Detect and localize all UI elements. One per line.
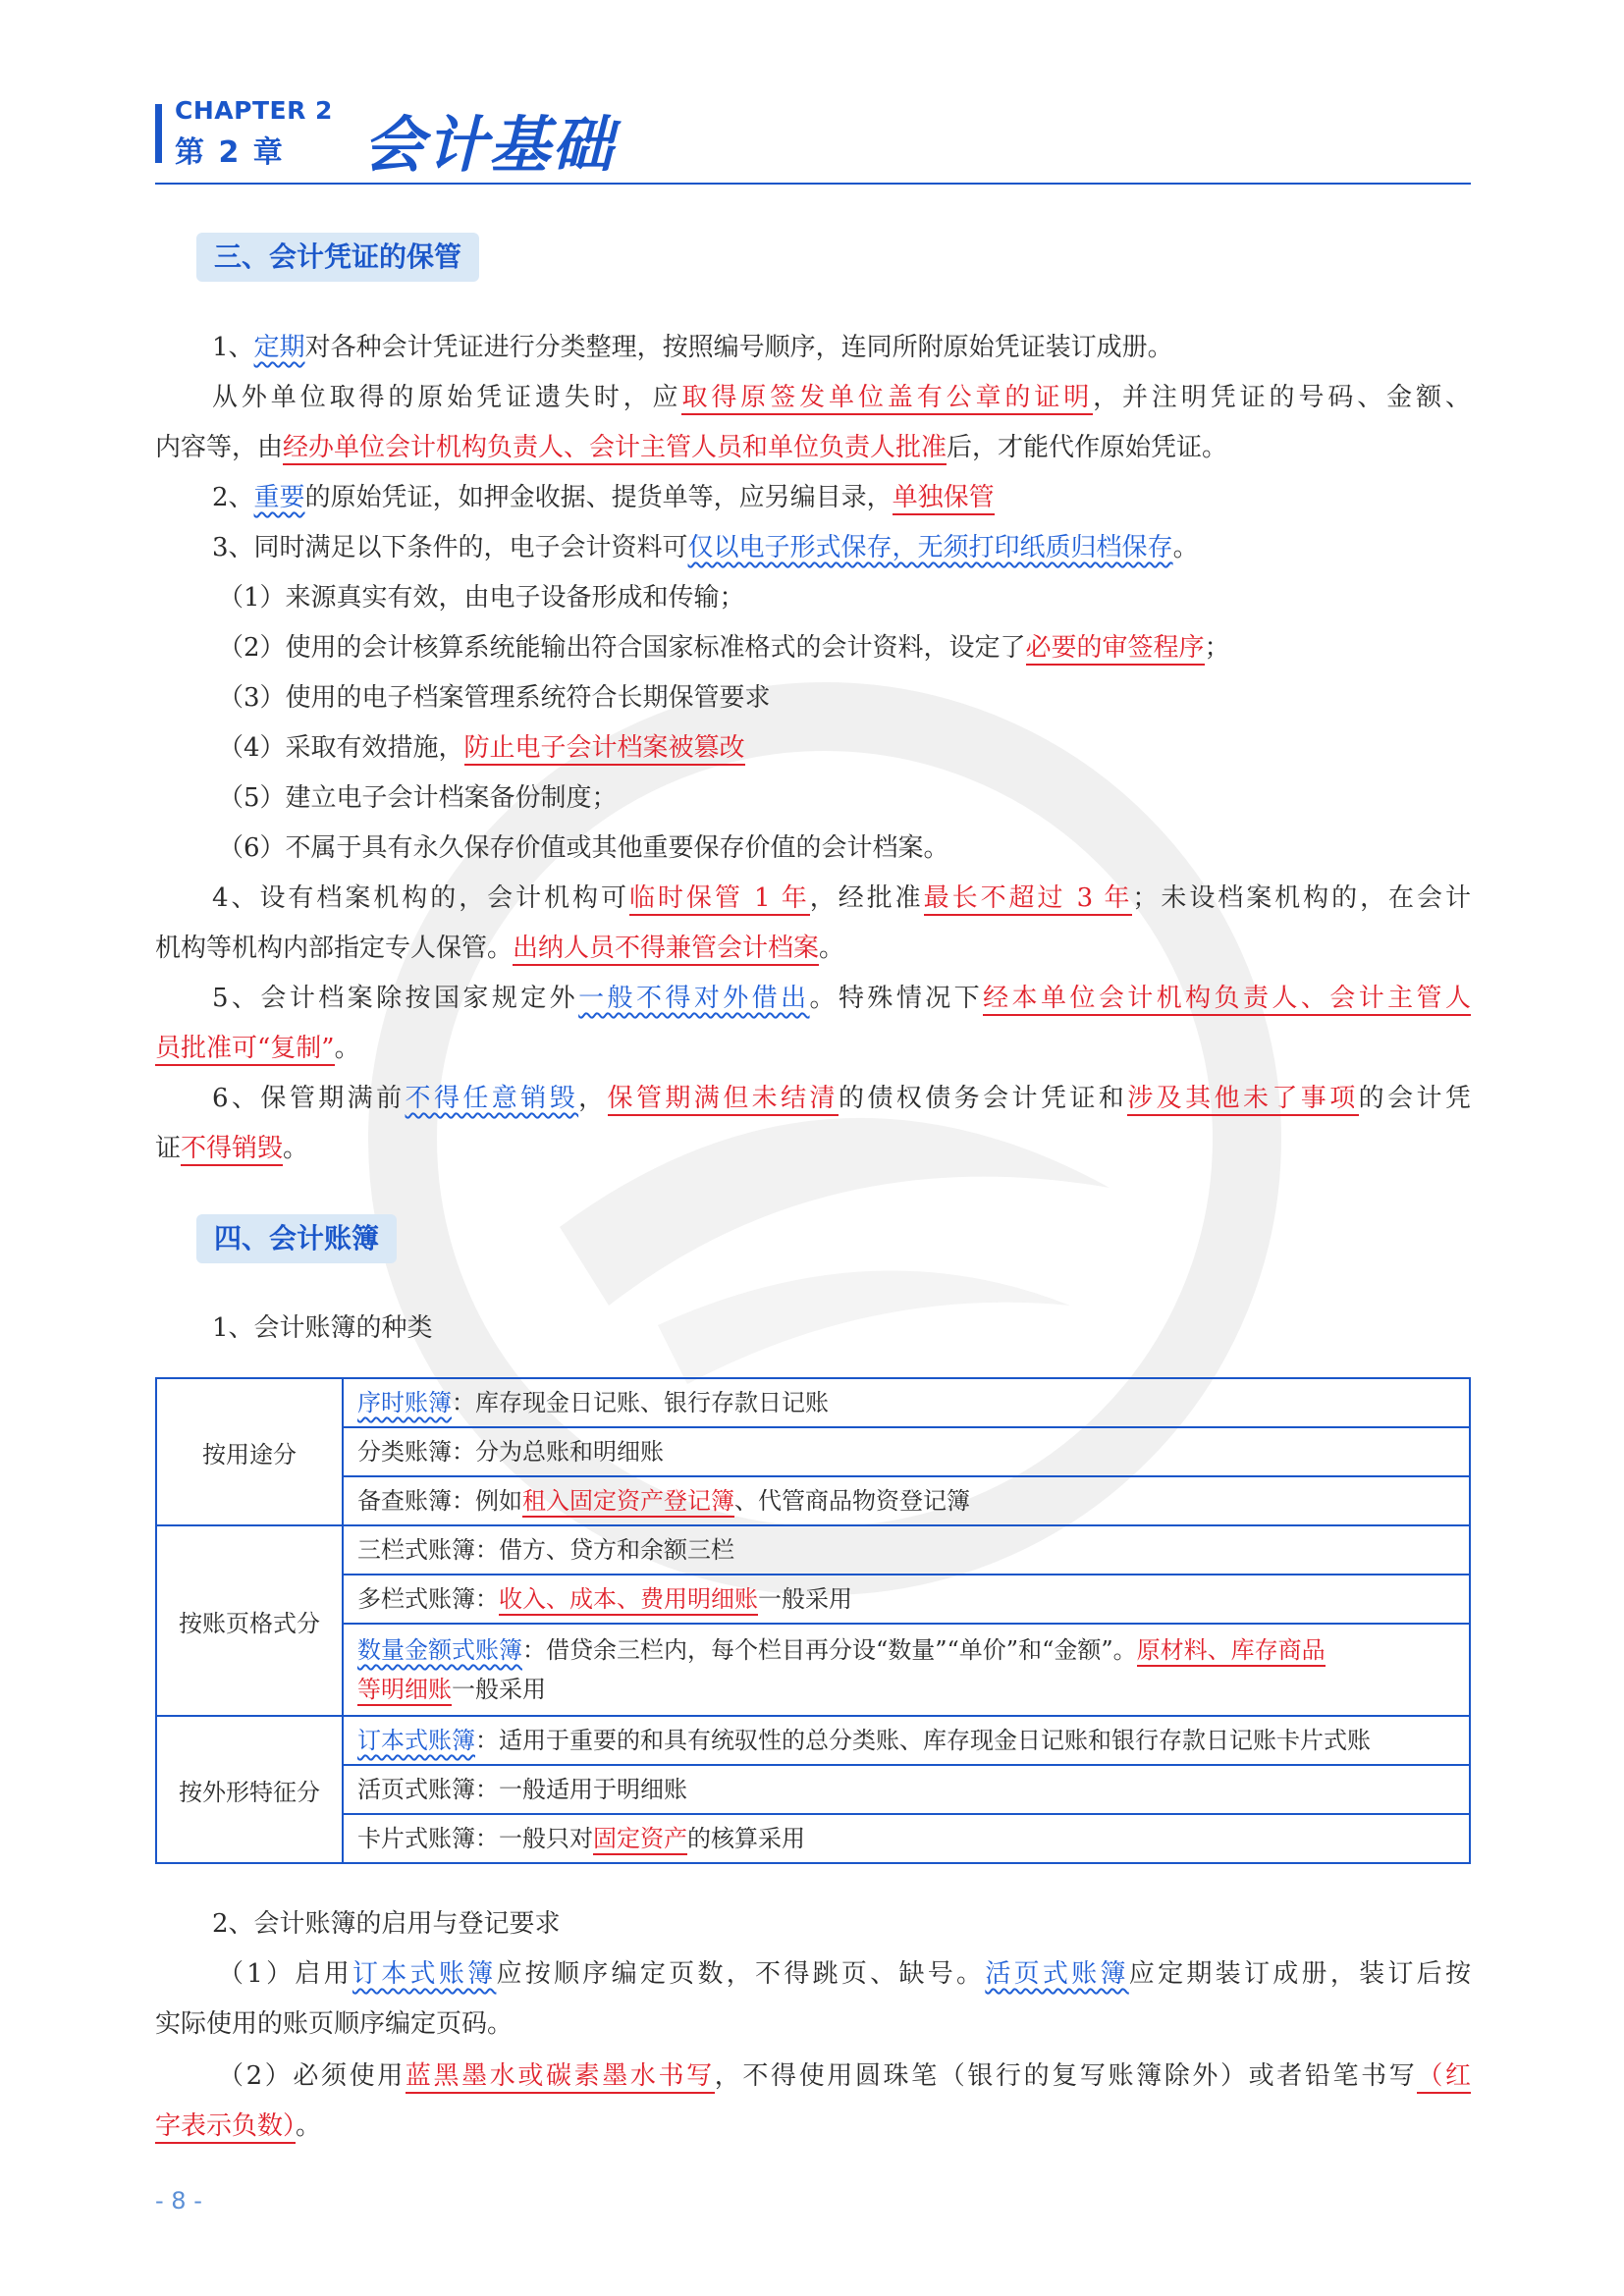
key-term: 涉及其他未了事项 [1127, 1084, 1358, 1116]
condition-1: （1）来源真实有效，由电子设备形成和传输； [218, 583, 745, 613]
paragraph-2 [212, 478, 1471, 517]
paragraph-5b [155, 1029, 1471, 1068]
text: ：适用于重要的和具有统驭性的总分类账、库存现金日记账和银行存款日记账卡片式账 [475, 1727, 1371, 1754]
text: ，不得使用圆珠笔（银行的复写账簿除外）或者铅笔书写 [714, 2061, 1418, 2091]
text: （4）采取有效措施， [218, 733, 464, 763]
condition-5: （5）建立电子会计档案备份制度； [218, 783, 618, 813]
key-term: 单独保管 [893, 483, 995, 515]
chapter-label-en: CHAPTER 2 [175, 96, 333, 125]
table-cell [343, 1575, 1470, 1624]
text: 机构等机构内部指定专人保管。 [155, 934, 514, 963]
table-row [156, 1575, 1470, 1624]
key-term: 数量金额式账簿 [357, 1636, 522, 1664]
text: 应按顺序编定页数，不得跳页、缺号。 [496, 1959, 986, 1989]
paragraph-6b [155, 1129, 1471, 1168]
text: ；未设档案机构的，在会计 [1132, 883, 1471, 913]
section-title-3: 三、会计凭证的保管 [196, 233, 479, 282]
condition-2 [218, 628, 1471, 667]
paragraph-5 [212, 979, 1471, 1018]
key-term: 防止电子会计档案被篡改 [464, 733, 745, 766]
table-row [156, 1814, 1470, 1863]
table-row [156, 1525, 1470, 1575]
key-term: 经本单位会计机构负责人、会计主管人 [983, 984, 1471, 1016]
text: 内容等，由 [155, 433, 284, 462]
text: 4、设有档案机构的，会计机构可 [212, 883, 629, 913]
key-term: 原材料、库存商品 [1137, 1636, 1326, 1667]
key-term: 字表示负数） [155, 2111, 296, 2144]
condition-3: （3）使用的电子档案管理系统符合长期保管要求 [218, 683, 771, 713]
table-row [156, 1624, 1470, 1716]
text: 、代管商品物资登记簿 [734, 1487, 970, 1515]
paragraph-1c [155, 428, 1471, 467]
ledger-types-table [155, 1377, 1471, 1864]
key-term: 不得任意销毁 [405, 1084, 579, 1113]
text: 。特殊情况下 [809, 984, 984, 1013]
key-term: 临时保管 1 年 [629, 883, 810, 916]
table-row [156, 1716, 1470, 1765]
table-row [156, 1427, 1470, 1476]
text: 一般采用 [452, 1676, 546, 1703]
section-title-4: 四、会计账簿 [196, 1214, 397, 1263]
header-rule [155, 183, 1471, 185]
table-row [156, 1765, 1470, 1814]
text: 。 [1172, 533, 1199, 562]
text: 后，才能代作原始凭证。 [947, 433, 1228, 462]
requirement-2 [218, 2056, 1471, 2096]
text: 。 [334, 1034, 360, 1063]
key-term: 租入固定资产登记簿 [522, 1487, 734, 1518]
key-term: 等明细账 [357, 1676, 452, 1706]
text: ， [578, 1084, 608, 1113]
key-term: 不得销毁 [181, 1134, 283, 1166]
text: 3、同时满足以下条件的，电子会计资料可 [212, 533, 688, 562]
page-number: - 8 - [155, 2187, 202, 2215]
key-term: 重要 [253, 483, 305, 512]
key-term: 订本式账簿 [352, 1959, 497, 1989]
paragraph-1b [212, 378, 1471, 417]
table-cell: 三栏式账簿：借方、贷方和余额三栏 [343, 1525, 1470, 1575]
key-term: 仅以电子形式保存，无须打印纸质归档保存 [687, 533, 1173, 562]
key-term: 员批准可“复制” [155, 1034, 335, 1066]
table-cell [343, 1624, 1470, 1716]
condition-6: （6）不属于具有永久保存价值或其他重要保存价值的会计档案。 [218, 833, 949, 863]
chapter-title: 会计基础 [363, 109, 616, 181]
table-cell [343, 1378, 1470, 1427]
table-group-format: 按账页格式分 [156, 1525, 343, 1716]
table-cell: 活页式账簿：一般适用于明细账 [343, 1765, 1470, 1814]
chapter-header [155, 96, 1471, 185]
text: 的原始凭证，如押金收据、提货单等，应另编目录， [304, 483, 893, 512]
text: （1）启用 [218, 1959, 352, 1989]
key-term: 经办单位会计机构负责人、会计主管人员和单位负责人批准 [283, 433, 947, 465]
text: ，经批准 [809, 883, 924, 913]
text: 应定期装订成册，装订后按 [1128, 1959, 1471, 1989]
text: 对各种会计凭证进行分类整理，按照编号顺序，连同所附原始凭证装订成册。 [304, 333, 1173, 362]
key-term: 收入、成本、费用明细账 [499, 1585, 758, 1616]
paragraph-6 [212, 1079, 1471, 1118]
text: （2）使用的会计核算系统能输出符合国家标准格式的会计资料，设定了 [218, 633, 1026, 663]
text: ，并注明凭证的号码、金额、 [1093, 383, 1471, 412]
text: ； [1204, 633, 1230, 663]
text: 卡片式账簿：一般只对 [357, 1825, 593, 1852]
key-term: 保管期满但未结清 [608, 1084, 839, 1116]
text: 证 [155, 1134, 182, 1163]
text: 5、会计档案除按国家规定外 [212, 984, 579, 1013]
table-cell [343, 1814, 1470, 1863]
key-term: 活页式账簿 [985, 1959, 1129, 1989]
key-term: 最长不超过 3 年 [924, 883, 1133, 916]
key-term: 一般不得对外借出 [578, 984, 810, 1013]
text: ：借贷余三栏内，每个栏目再分设“数量”“单价”和“金额”。 [522, 1636, 1137, 1664]
chapter-label-cn: 第 2 章 [175, 135, 285, 170]
key-term: 固定资产 [593, 1825, 687, 1855]
table-cell [343, 1716, 1470, 1765]
paragraph-4b [155, 929, 1471, 968]
text: ：库存现金日记账、银行存款日记账 [452, 1389, 829, 1416]
paragraph-3 [212, 528, 1471, 567]
key-term: （红 [1417, 2061, 1471, 2094]
text: 。 [296, 2111, 322, 2141]
subheading-1: 1、会计账簿的种类 [212, 1313, 433, 1343]
key-term: 取得原签发单位盖有公章的证明 [681, 383, 1093, 415]
text: 2、 [212, 483, 254, 512]
table-group-usage: 按用途分 [156, 1378, 343, 1525]
text: 。 [283, 1134, 309, 1163]
text: 从外单位取得的原始凭证遗失时，应 [212, 383, 682, 412]
paragraph-4 [212, 879, 1471, 918]
text: 。 [819, 934, 845, 963]
text: 备查账簿：例如 [357, 1487, 522, 1515]
requirement-2b [155, 2107, 1471, 2146]
key-term: 必要的审签程序 [1026, 633, 1205, 666]
key-term: 蓝黑墨水或碳素墨水书写 [406, 2061, 715, 2094]
subheading-2: 2、会计账簿的启用与登记要求 [212, 1909, 561, 1939]
text: 的债权债务会计凭证和 [838, 1084, 1128, 1113]
requirement-1 [218, 1954, 1471, 1994]
text: 一般采用 [758, 1585, 852, 1613]
header-accent-bar [155, 104, 162, 163]
key-term: 序时账簿 [357, 1389, 452, 1416]
table-cell: 分类账簿：分为总账和明细账 [343, 1427, 1470, 1476]
key-term: 出纳人员不得兼管会计档案 [513, 934, 819, 966]
paragraph-1 [212, 328, 1471, 367]
text: 多栏式账簿： [357, 1585, 499, 1613]
text: 的会计凭 [1358, 1084, 1471, 1113]
table-row [156, 1476, 1470, 1525]
condition-4 [218, 728, 1471, 768]
text: 的核算采用 [687, 1825, 805, 1852]
key-term: 订本式账簿 [357, 1727, 475, 1754]
requirement-1b: 实际使用的账页顺序编定页码。 [155, 2009, 514, 2039]
table-group-shape: 按外形特征分 [156, 1716, 343, 1863]
table-row [156, 1378, 1470, 1427]
text: （2）必须使用 [218, 2061, 406, 2091]
text: 6、保管期满前 [212, 1084, 406, 1113]
text: 1、 [212, 333, 254, 362]
table-cell [343, 1476, 1470, 1525]
key-term: 定期 [253, 333, 305, 362]
